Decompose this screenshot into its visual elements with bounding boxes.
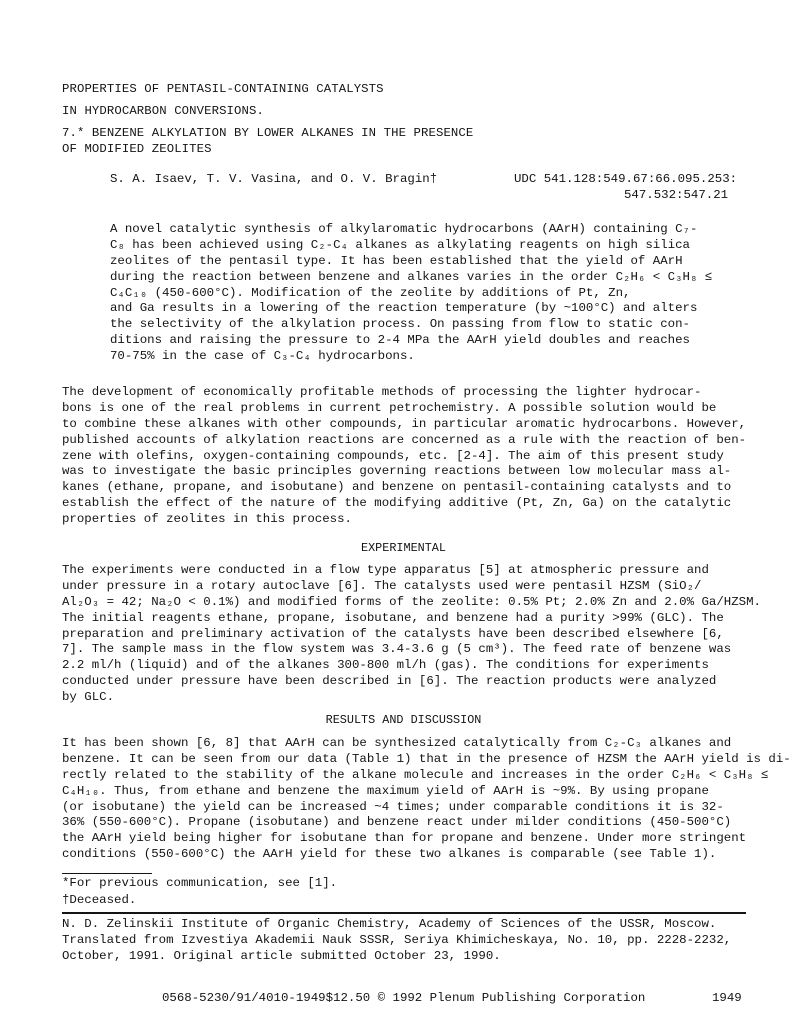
abstract-line: ditions and raising the pressure to 2-4 MPa the AArH yield doubles and reaches: [110, 333, 690, 348]
experimental-line: conducted under pressure have been described in [6]. The reaction products were analyzed: [62, 674, 717, 689]
footnote-deceased: †Deceased.: [62, 893, 137, 907]
intro-line: properties of zeolites in this process.: [62, 512, 352, 527]
title-line-2: IN HYDROCARBON CONVERSIONS.: [62, 104, 264, 118]
intro-line: kanes (ethane, propane, and isobutane) and benzene on pentasil-containing catalysts and to: [62, 480, 732, 495]
experimental-line: The initial reagents ethane, propane, isobutane, and benzene had a purity >99% (GLC). The: [62, 610, 724, 625]
udc-line-1: UDC 541.128:549.67:66.095.253:: [514, 172, 738, 186]
footer-code: 0568-5230/91/4010-1949$12.50 © 1992 Plenum Publishing Corporation: [162, 991, 646, 1005]
experimental-line: 7]. The sample mass in the flow system was 3.4-3.6 g (5 cm³). The feed rate of benzene was: [62, 642, 732, 657]
affiliation-rule: [62, 912, 746, 914]
abstract-line: zeolites of the pentasil type. It has been established that the yield of AArH: [110, 253, 683, 268]
affiliation-line: Translated from Izvestiya Akademii Nauk SSSR, Seriya Khimicheskaya, No. 10, pp. 2228-2232,: [62, 932, 732, 947]
intro-line: to combine these alkanes with other compounds, in particular aromatic hydrocarbons. However,: [62, 416, 747, 431]
results-line: C₄H₁₀. Thus, from ethane and benzene the maximum yield of AArH is ~9%. By using propane: [62, 783, 709, 798]
experimental-line: under pressure in a rotary autoclave [6]. The catalysts used were pentasil HZSM (SiO₂/: [62, 578, 702, 593]
experimental-paragraph: [62, 563, 762, 706]
results-line: conditions (550-600°C) the AArH yield for these two alkanes is comparable (see Table 1).: [62, 847, 717, 862]
affiliation-line: October, 1991. Original article submitted October 23, 1990.: [62, 948, 501, 963]
title-line-4: OF MODIFIED ZEOLITES: [62, 142, 212, 156]
results-line: (or isobutane) the yield can be increased ~4 times; under comparable conditions it is 32-: [62, 799, 724, 814]
results-line: It has been shown [6, 8] that AArH can be synthesized catalytically from C₂-C₃ alkanes and: [62, 736, 732, 750]
abstract-line: during the reaction between benzene and alkanes varies in the order C₂H₆ < C₃H₈ ≤: [110, 269, 713, 284]
affiliation: [62, 917, 762, 965]
title-line-3: 7.* BENZENE ALKYLATION BY LOWER ALKANES IN THE PRESENCE: [62, 126, 474, 140]
intro-line: zene with olefins, oxygen-containing compounds, etc. [2-4]. The aim of this present study: [62, 448, 724, 463]
abstract-line: 70-75% in the case of C₃-C₄ hydrocarbons.: [110, 349, 415, 364]
experimental-line: preparation and preliminary activation of the catalysts have been described elsewhere [6,: [62, 626, 724, 641]
footnote-rule: [62, 873, 152, 874]
affiliation-line: N. D. Zelinskii Institute of Organic Chemistry, Academy of Sciences of the USSR, Moscow.: [62, 917, 717, 931]
abstract-line: C₄C₁₀ (450-600°C). Modification of the zeolite by additions of Pt, Zn,: [110, 285, 631, 300]
intro-line: bons is one of the real problems in current petrochemistry. A possible solution would be: [62, 400, 717, 415]
intro-line: The development of economically profitable methods of processing the lighter hydrocar-: [62, 385, 702, 399]
intro-paragraph: [62, 385, 762, 528]
intro-line: establish the effect of the nature of the modifying additive (Pt, Zn, Ga) on the catalytic: [62, 496, 732, 511]
results-line: the AArH yield being higher for isobutane than for propane and benzene. Under more stringent: [62, 831, 747, 846]
section-heading-results: RESULTS AND DISCUSSION: [325, 713, 482, 727]
results-line: 36% (550-600°C). Propane (isobutane) and benzene react under milder conditions (450-500°C): [62, 815, 732, 830]
abstract-line: and Ga results in a lowering of the reaction temperature (by ~100°C) and alters: [110, 301, 698, 316]
results-paragraph: [62, 736, 791, 863]
results-line: rectly related to the stability of the alkane molecule and increases in the order C₂H₆ < C₃H₈ ≤: [62, 767, 769, 782]
abstract-line: the selectivity of the alkylation process. On passing from flow to static con-: [110, 317, 690, 332]
authors: S. A. Isaev, T. V. Vasina, and O. V. Bragin†: [110, 172, 438, 186]
intro-line: was to investigate the basic principles governing reactions between low molecular mass al-: [62, 464, 732, 479]
page-number: 1949: [712, 991, 742, 1005]
experimental-line: Al₂O₃ = 42; Na₂O < 0.1%) and modified forms of the zeolite: 0.5% Pt; 2.0% Zn and 2.0% Ga/HZSM.: [62, 594, 761, 609]
footnote-previous-communication: *For previous communication, see [1].: [62, 876, 338, 890]
section-heading-experimental: EXPERIMENTAL: [361, 541, 446, 555]
abstract: [110, 222, 750, 365]
experimental-line: by GLC.: [62, 690, 115, 705]
abstract-line: C₈ has been achieved using C₂-C₄ alkanes as alkylating reagents on high silica: [110, 237, 690, 252]
experimental-line: The experiments were conducted in a flow type apparatus [5] at atmospheric pressure and: [62, 563, 709, 577]
title-line-1: PROPERTIES OF PENTASIL-CONTAINING CATALYSTS: [62, 82, 384, 96]
abstract-line: A novel catalytic synthesis of alkylaromatic hydrocarbons (AArH) containing C₇-: [110, 222, 698, 236]
intro-line: published accounts of alkylation reactions are concerned as a rule with the reaction of ben-: [62, 432, 747, 447]
results-line: benzene. It can be seen from our data (Table 1) that in the presence of HZSM the AArH yield is di-: [62, 751, 791, 766]
experimental-line: 2.2 ml/h (liquid) and of the alkanes 300-800 ml/h (gas). The conditions for experiments: [62, 658, 709, 673]
udc-line-2: 547.532:547.21: [624, 188, 729, 202]
